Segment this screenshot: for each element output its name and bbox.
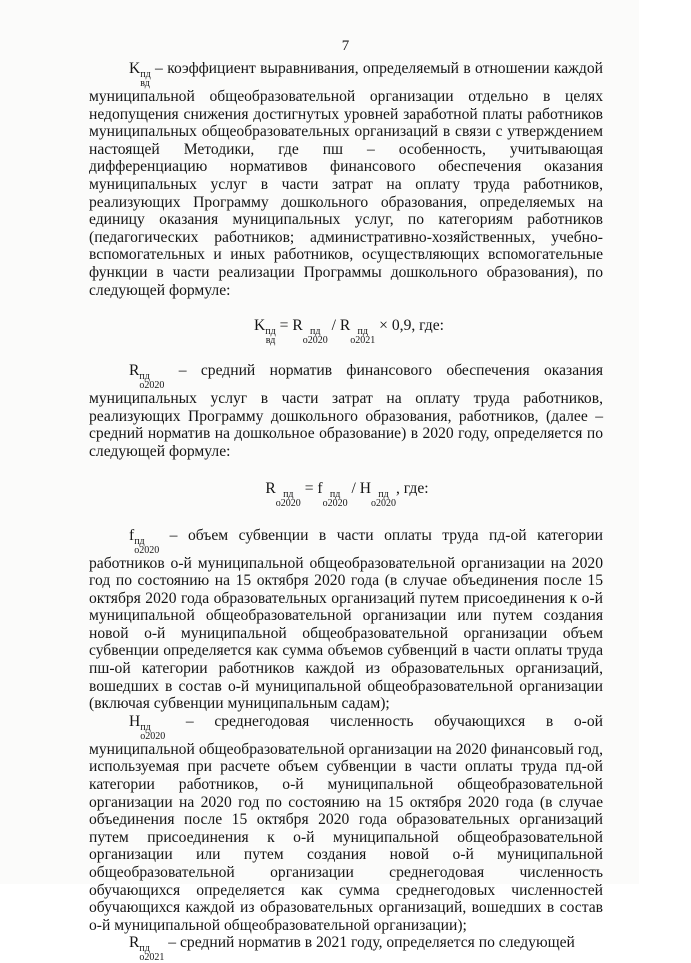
formula-lhs-indices <box>265 327 275 345</box>
formula-term-1-subscript: о2020 <box>322 497 348 509</box>
formula-lhs: R <box>265 479 276 497</box>
formula-average-norm-2020 <box>89 480 603 508</box>
symbol-indices <box>140 70 150 88</box>
formula-term-2-subscript: о2021 <box>350 335 376 347</box>
symbol-subscript: вд <box>140 78 150 89</box>
symbol-letter: R <box>129 362 140 380</box>
formula-equals: = <box>300 479 318 497</box>
paragraph-alignment-coefficient <box>89 60 603 299</box>
symbol-k-vd <box>129 60 151 88</box>
symbol-superscript: пд <box>139 943 150 955</box>
symbol-indices <box>134 537 159 555</box>
symbol-superscript: пд <box>134 535 145 547</box>
formula-lhs: K <box>254 317 266 335</box>
formula-term-2-indices <box>350 327 375 345</box>
formula-term-2: R <box>339 317 351 335</box>
formula-lhs-superscript: пд <box>283 488 294 500</box>
formula-lhs-subscript: о2020 <box>275 497 301 509</box>
symbol-subscript: о2020 <box>140 730 166 742</box>
formula-term-1-superscript: пд <box>310 326 321 338</box>
symbol-superscript: пд <box>139 371 150 383</box>
symbol-indices <box>140 723 165 741</box>
paragraph-subvention-volume <box>89 527 603 713</box>
paragraph-average-norm-2021 <box>89 934 603 962</box>
formula-tail: , где: <box>396 479 429 497</box>
symbol-subscript: о2020 <box>139 380 165 392</box>
document-body <box>89 60 603 962</box>
symbol-indices <box>139 372 164 390</box>
formula-divide: / <box>347 479 360 497</box>
formula-tail: × 0,9, где: <box>375 317 444 335</box>
symbol-letter: R <box>129 934 140 952</box>
paragraph-student-count <box>89 713 603 935</box>
symbol-superscript: пд <box>140 721 151 733</box>
page-number: 7 <box>341 38 350 54</box>
formula-term-1-superscript: пд <box>329 488 341 500</box>
formula-term-2-superscript: пд <box>378 488 389 500</box>
symbol-subscript: о2021 <box>139 952 165 963</box>
paragraph-average-norm-2020 <box>89 362 603 460</box>
symbol-superscript: пд <box>140 69 151 80</box>
symbol-letter: Н <box>129 712 141 730</box>
formula-divide: / <box>327 317 340 335</box>
formula-term-1: R <box>292 317 303 335</box>
formula-lhs-subscript: вд <box>265 335 276 347</box>
symbol-subscript: о2020 <box>134 544 160 556</box>
formula-term-1: f <box>317 479 323 497</box>
formula-lhs-indices <box>276 490 301 508</box>
symbol-n-o2020 <box>129 713 165 741</box>
symbol-letter: K <box>129 60 141 77</box>
paragraph-text: – средний норматив в 2021 году, определяется по следующей <box>164 934 575 952</box>
formula-lhs-superscript: пд <box>265 326 276 338</box>
formula-term-2: Н <box>359 479 371 497</box>
symbol-letter: f <box>129 526 135 544</box>
formula-alignment-coefficient <box>89 317 603 345</box>
formula-term-1-subscript: о2020 <box>302 335 328 347</box>
formula-term-1-indices <box>303 327 328 345</box>
paragraph-text: – средний норматив финансового обеспечения оказания муниципальных услуг в части затрат на оплату труда работников, реализующих Программу дошкольного образования, работников, (далее – средний норматив на дошкольное образование) в 2020 году, определяется по следующей формуле: <box>89 362 603 460</box>
formula-term-2-indices <box>371 490 396 508</box>
formula-term-2-subscript: о2020 <box>371 497 396 509</box>
symbol-f-o2020 <box>129 527 159 555</box>
paragraph-text: – объем субвенции в части оплаты труда пд-ой категории работников о-й муниципальной общеобразовательной организации на 2020 год по состоянию на 15 октября 2020 года (в случае объединения после 15 октября 2020 года образовательных организаций путем присоединения к о-й муниципальной общеобразовательной организации или путем создания новой о-й муниципальной общеобразовательной организации объем субвенции определяется как сумма объемов субвенций в части оплаты труда пш-ой категории работников каждой из образовательных организаций, вошедших в состав о-й муниципальной общеобразовательной организации (включая субвенции муниципальным садам); <box>89 526 603 713</box>
paragraph-text: – среднегодовая численность обучающихся в о-ой муниципальной общеобразовательной организации на 2020 финансовый год, используемая при расчете объем субвенции в части оплаты труда пд-ой категории работников, о-й муниципальной общеобразовательной организации на 2020 год по состоянию на 15 октября 2020 года (в случае объединения после 15 октября 2020 года образовательных организаций путем присоединения к о-й муниципальной общеобразовательной организации или путем создания новой о-й муниципальной общеобразовательной организации среднегодовая численность обучающихся определяется как сумма среднегодовых численностей обучающихся каждой из образовательных организаций, вошедших в состав о-й муниципальной общеобразовательной организации); <box>89 712 603 934</box>
symbol-indices <box>139 944 164 962</box>
paragraph-text: – коэффициент выравнивания, определяемый в отношении каждой муниципальной общеобразовательной организации отдельно в целях недопущения снижения достигнутых уровней заработной платы работников муниципальных общеобразовательных организаций в связи с утверждением настоящей Методики, где пш – особенность, учитывающая дифференциацию нормативов финансового обеспечения оказания муниципальных услуг в части затрат на оплату труда работников, реализующих Программу дошкольного образования, определяемых на единицу оказания муниципальных услуг, по категориям работников (педагогических работников; административно-хозяйственных, учебно-вспомогательных и иных работников, осуществляющих вспомогательные функции в части реализации Программы дошкольного образования), по следующей формуле: <box>89 60 603 299</box>
symbol-r-o2021 <box>129 934 164 962</box>
formula-term-1-indices <box>323 490 348 508</box>
symbol-r-o2020 <box>129 362 164 390</box>
formula-equals: = <box>275 317 293 335</box>
formula-term-2-superscript: пд <box>357 326 368 338</box>
